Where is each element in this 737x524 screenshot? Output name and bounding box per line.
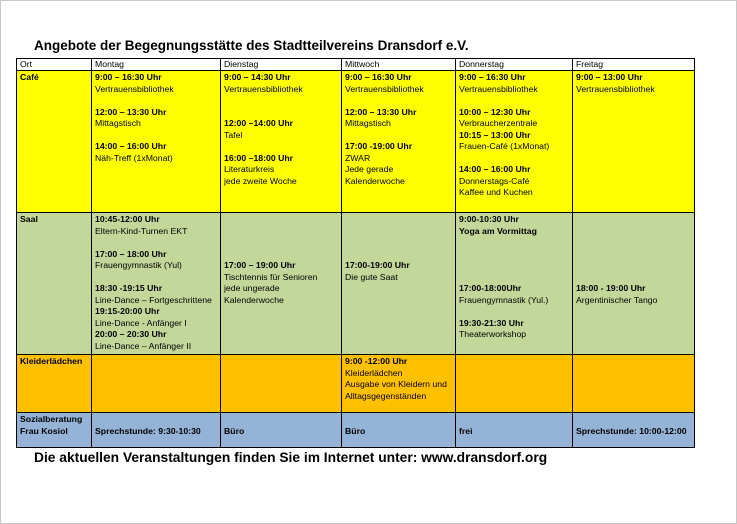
header-ort: Ort (17, 59, 92, 71)
cell-saal-donnerstag (456, 213, 573, 355)
event-time: 14:00 – 16:00 Uhr (459, 164, 531, 174)
event-info: Frauen-Café (1xMonat) (459, 141, 550, 151)
schedule-table (16, 58, 695, 448)
row-label-sozialberatung (17, 413, 92, 448)
event-time: 17:00 -19:00 Uhr (345, 141, 413, 151)
event-info: Donnerstags-Café (459, 175, 530, 186)
event-info: Tischtennis für Senioren (224, 271, 318, 282)
event-time: 16:00 –18:00 Uhr (224, 152, 294, 163)
header-row (17, 59, 695, 71)
event-entry (224, 260, 338, 306)
event-entry (345, 107, 452, 130)
event-entry (459, 283, 569, 306)
event-entry (95, 283, 217, 306)
event-entry (95, 329, 217, 352)
event-info: Die gute Saat (345, 271, 398, 282)
event-info: Yoga am Vormittag (459, 225, 537, 236)
event-info: Eltern-Kind-Turnen EKT (95, 225, 188, 236)
cell-sozialberatung-mittwoch: Büro (342, 413, 456, 448)
event-entry (345, 72, 452, 95)
row-label-line: Sozialberatung (20, 414, 83, 424)
row-saal (17, 213, 695, 355)
cell-saal-dienstag (221, 213, 342, 355)
row-label-kleiderlaedchen: Kleiderlädchen (17, 355, 92, 413)
event-time: 17:00-18:00Uhr (459, 283, 522, 293)
event-info: Kalenderwoche (345, 175, 405, 186)
event-entry (459, 318, 569, 341)
event-info: Line-Dance – Fortgeschrittene (95, 294, 212, 305)
event-time: 9:00 – 16:30 Uhr (95, 72, 162, 82)
event-info: Literaturkreis (224, 164, 275, 174)
event-entry (459, 164, 569, 199)
event-time: 10:15 – 13:00 Uhr (459, 129, 531, 140)
event-time: 18:00 - 19:00 Uhr (576, 283, 646, 293)
event-info: Mittagstisch (345, 118, 391, 128)
event-info: Frauengymnastik (Yul) (95, 260, 182, 270)
event-entry (95, 306, 217, 329)
cell-sozialberatung-donnerstag: frei (456, 413, 573, 448)
event-info: Line-Dance - Anfänger I (95, 317, 187, 328)
event-info: Kalenderwoche (224, 294, 284, 305)
event-time: 9:00 – 13:00 Uhr (576, 72, 643, 82)
cell-saal-mittwoch (342, 213, 456, 355)
event-entry (95, 72, 217, 95)
cell-kleiderlaedchen-dienstag (221, 355, 342, 413)
event-info: ZWAR (345, 152, 371, 163)
header-dienstag: Dienstag (221, 59, 342, 71)
event-info: Mittagstisch (95, 118, 141, 128)
event-time: 12:00 –14:00 Uhr (224, 118, 294, 128)
event-time: 18:30 -19:15 Uhr (95, 283, 163, 293)
page-title: Angebote der Begegnungsstätte des Stadtteilvereins Dransdorf e.V. (34, 38, 469, 53)
event-entry (95, 249, 217, 272)
event-time: 9:00 – 16:30 Uhr (345, 72, 412, 82)
cell-cafe-freitag (573, 71, 695, 213)
event-entry (459, 107, 569, 130)
row-label-line: Frau Kosiol (20, 425, 68, 436)
cell-cafe-montag (92, 71, 221, 213)
event-time: 20:00 – 20:30 Uhr (95, 329, 167, 339)
event-entry (224, 118, 338, 141)
event-time: 12:00 – 13:30 Uhr (345, 106, 417, 117)
header-donnerstag: Donnerstag (456, 59, 573, 71)
row-label-saal: Saal (17, 213, 92, 355)
event-info: Kaffee und Kuchen (459, 187, 533, 197)
event-entry (459, 214, 569, 237)
event-time: 19:15-20:00 Uhr (95, 306, 160, 316)
event-entry (95, 214, 217, 237)
event-info: Näh-Treff (1xMonat) (95, 152, 173, 163)
event-time: 10:45-12:00 Uhr (95, 214, 160, 224)
event-time: 9:00-10:30 Uhr (459, 214, 519, 224)
event-info: jede zweite Woche (224, 175, 297, 186)
event-info: Tafel (224, 129, 243, 140)
event-info: Vertrauensbibliothek (224, 83, 303, 94)
event-entry (95, 141, 217, 164)
row-kleiderlaedchen (17, 355, 695, 413)
event-info: Alltagsgegenständen (345, 390, 427, 401)
cell-kleiderlaedchen-montag (92, 355, 221, 413)
header-freitag: Freitag (573, 59, 695, 71)
event-entry (345, 356, 452, 402)
event-entry (459, 130, 569, 153)
event-entry (224, 72, 338, 95)
cell-cafe-dienstag (221, 71, 342, 213)
event-entry (576, 283, 691, 306)
event-time: 10:00 – 12:30 Uhr (459, 106, 531, 117)
event-entry (95, 107, 217, 130)
header-mittwoch: Mittwoch (342, 59, 456, 71)
event-entry (224, 153, 338, 188)
event-info: Frauengymnastik (Yul.) (459, 294, 549, 305)
event-info: Line-Dance – Anfänger II (95, 340, 192, 351)
event-info: Argentinischer Tango (576, 294, 658, 305)
event-info: Theaterworkshop (459, 329, 527, 339)
event-time: 17:00 – 18:00 Uhr (95, 248, 167, 259)
cell-sozialberatung-freitag: Sprechstunde: 10:00-12:00 (573, 413, 695, 448)
event-info: Ausgabe von Kleidern und (345, 379, 447, 389)
cell-kleiderlaedchen-freitag (573, 355, 695, 413)
row-cafe (17, 71, 695, 213)
event-info: Vertrauensbibliothek (459, 83, 538, 94)
cell-cafe-mittwoch (342, 71, 456, 213)
header-montag: Montag (92, 59, 221, 71)
event-time: 17:00 – 19:00 Uhr (224, 260, 296, 270)
cell-sozialberatung-montag: Sprechstunde: 9:30-10:30 (92, 413, 221, 448)
cell-saal-freitag (573, 213, 695, 355)
row-sozialberatung (17, 413, 695, 448)
event-time: 12:00 – 13:30 Uhr (95, 106, 167, 117)
event-info: Jede gerade (345, 164, 394, 174)
event-time: 17:00-19:00 Uhr (345, 260, 410, 270)
event-info: Kleiderlädchen (345, 367, 403, 378)
event-entry (576, 72, 691, 95)
event-entry (459, 72, 569, 95)
cell-sozialberatung-dienstag: Büro (221, 413, 342, 448)
event-time: 14:00 – 16:00 Uhr (95, 141, 167, 151)
event-time: 9:00 – 16:30 Uhr (459, 72, 526, 82)
event-info: Verbraucherzentrale (459, 118, 538, 128)
event-time: 9:00 – 14:30 Uhr (224, 72, 291, 82)
row-label-cafe: Café (17, 71, 92, 213)
cell-cafe-donnerstag (456, 71, 573, 213)
event-info: jede ungerade (224, 283, 280, 293)
event-entry (345, 141, 452, 187)
event-entry (345, 260, 452, 283)
event-time: 19:30-21:30 Uhr (459, 317, 524, 328)
cell-kleiderlaedchen-mittwoch (342, 355, 456, 413)
schedule-body (17, 59, 695, 448)
event-info: Vertrauensbibliothek (95, 83, 174, 94)
cell-kleiderlaedchen-donnerstag (456, 355, 573, 413)
event-info: Vertrauensbibliothek (576, 83, 655, 94)
cell-saal-montag (92, 213, 221, 355)
footer-note: Die aktuellen Veranstaltungen finden Sie im Internet unter: www.dransdorf.org (34, 450, 548, 465)
event-time: 9:00 -12:00 Uhr (345, 356, 408, 366)
event-info: Vertrauensbibliothek (345, 83, 424, 94)
